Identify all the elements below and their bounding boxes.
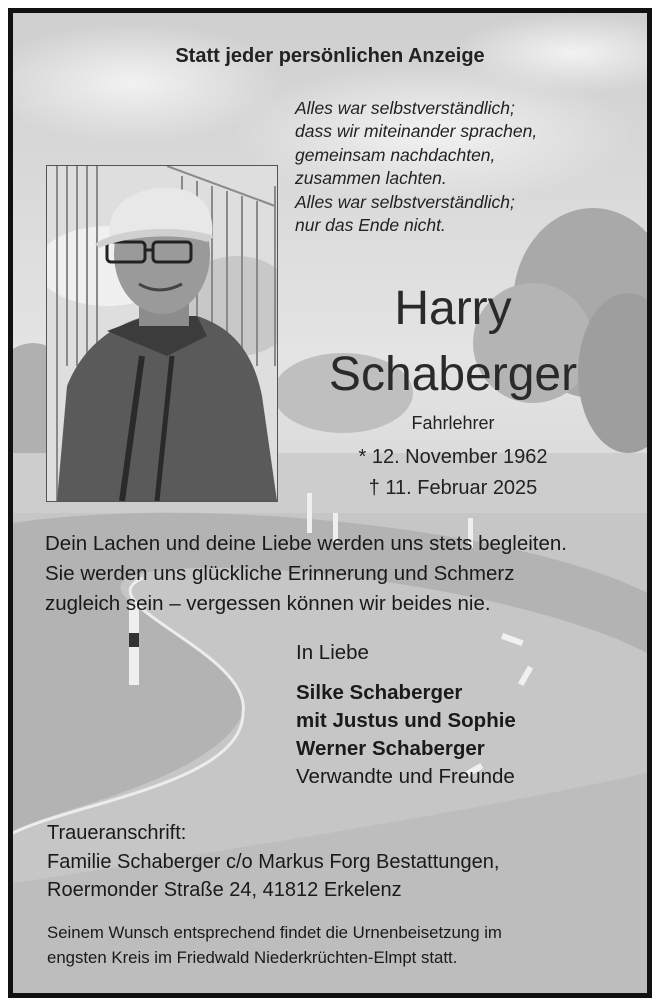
birth-date: * 12. November 1962 [358, 446, 548, 468]
mourner-name: Werner Schaberger [296, 737, 485, 760]
quote-line: Sie werden uns glückliche Erinnerung und Schmerz [45, 562, 515, 585]
poem [295, 97, 537, 237]
signature-intro: In Liebe [296, 641, 369, 664]
mourner-name: mit Justus und Sophie [296, 709, 516, 732]
burial-note [47, 921, 502, 970]
address-line: Familie Schaberger c/o Markus Forg Bestattungen, [47, 850, 500, 873]
poem-line: gemeinsam nachdachten, [295, 144, 496, 165]
portrait-photo [46, 165, 278, 502]
poem-line: Alles war selbstverständlich; [295, 98, 515, 118]
poem-line: Alles war selbstverständlich; [295, 191, 515, 212]
mourning-address [47, 819, 499, 905]
address-label: Traueranschrift: [47, 822, 187, 844]
poem-line: zusammen lachten. [295, 168, 447, 189]
quote-line: zugleich sein – vergessen können wir beides nie. [45, 592, 491, 615]
quote-line: Dein Lachen und deine Liebe werden uns stets begleiten. [45, 532, 567, 555]
note-line: engsten Kreis im Friedwald Niederkrüchten-Elmpt statt. [47, 947, 458, 967]
poem-line: nur das Ende nicht. [295, 215, 446, 236]
poem-line: dass wir miteinander sprachen, [295, 121, 538, 142]
memorial-quote [45, 529, 567, 619]
notice-header: Statt jeder persönlichen Anzeige [175, 45, 485, 67]
signature-block [296, 679, 516, 791]
note-line: Seinem Wunsch entsprechend findet die Urnenbeisetzung im [47, 923, 502, 942]
address-line: Roermonder Straße 24, 41812 Erkelenz [47, 879, 402, 901]
deceased-last-name: Schaberger [328, 348, 578, 401]
mourner-name: Silke Schaberger [296, 681, 463, 704]
death-date: † 11. Februar 2025 [368, 477, 538, 499]
deceased-first-name: Harry [394, 282, 512, 335]
obituary-frame [8, 8, 652, 998]
mourner-others: Verwandte und Freunde [296, 765, 515, 788]
deceased-profession: Fahrlehrer [411, 413, 495, 433]
